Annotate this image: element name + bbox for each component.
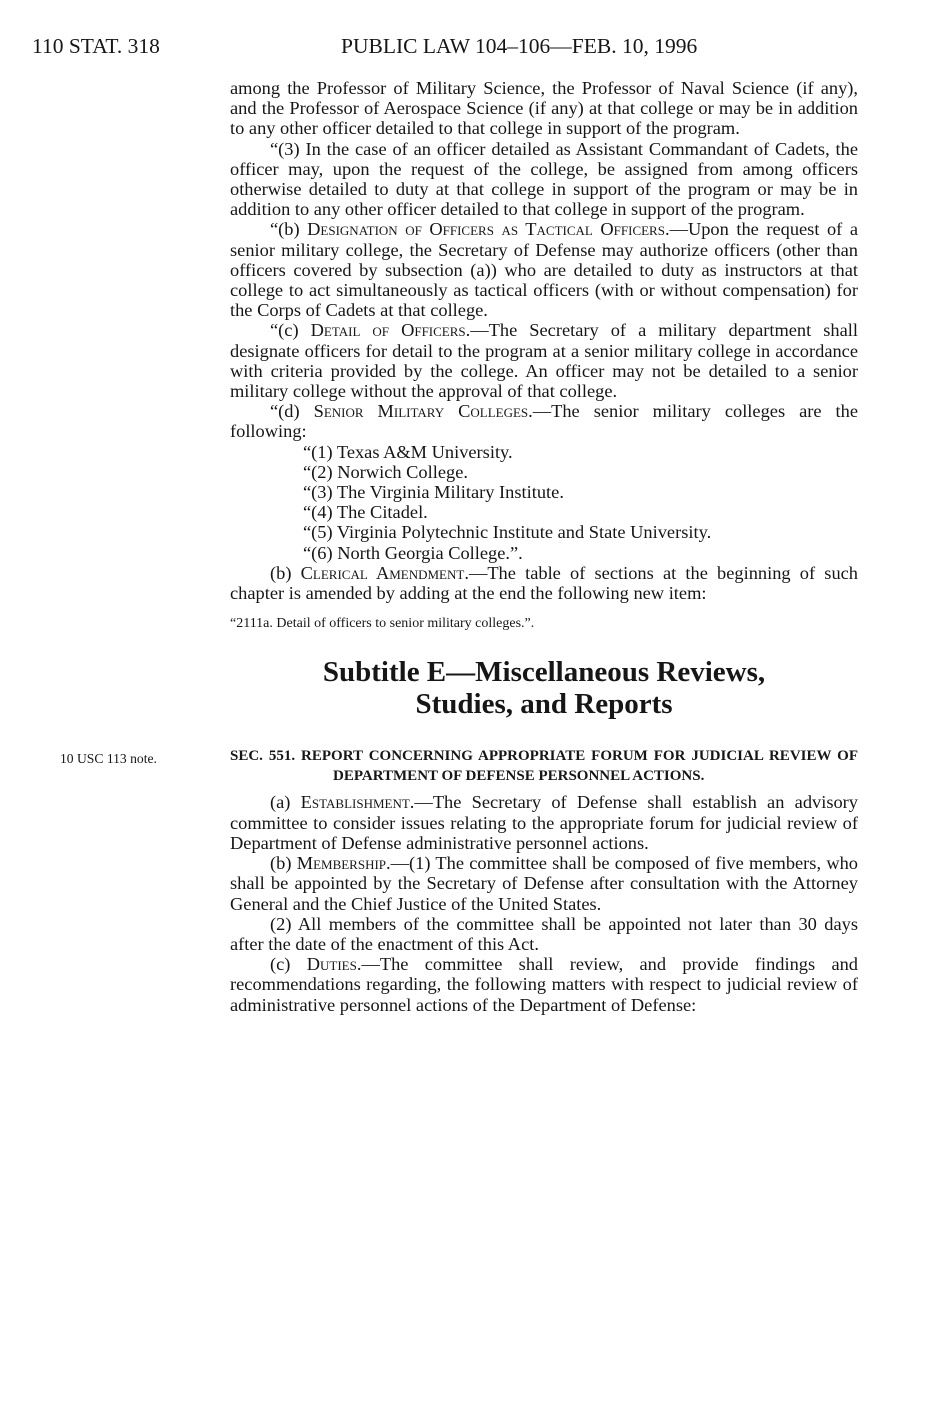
paragraph-prefix: (b) — [270, 853, 297, 874]
college-list-item: “(6) North Georgia College.”. — [303, 542, 523, 563]
paragraph-clerical-amendment — [230, 563, 858, 603]
paragraph-duties — [230, 954, 858, 1015]
paragraph-prefix: “(d) — [270, 401, 314, 422]
subtitle-line-2: Studies, and Reports — [415, 688, 673, 721]
paragraph-text: —Upon the request of a senior military college, the Secretary of Defense may authorize officers (other than officers covered by subsection (a)) who are detailed to duty as instructors at that college to act simultaneously as tactical officers (with or without compensation) for the Corps of Cadets at that college. — [230, 219, 858, 321]
subtitle-line-1: Subtitle E—Miscellaneous Reviews, — [322, 656, 766, 689]
paragraph-d-senior-military-colleges — [230, 401, 858, 441]
paragraph-a3: “(3) In the case of an officer detailed as Assistant Commandant of Cadets, the officer may, upon the request of the college, be assigned from among officers otherwise detailed to duty at that college in support of the program or may be in addition to any other officer detailed to that college in support of the program. — [230, 138, 858, 220]
subtitle-heading — [230, 656, 858, 720]
section-heading: SEC. 551. REPORT CONCERNING APPROPRIATE FORUM FOR JUDICIAL REVIEW OF DEPARTMENT OF DEFENSE PERSONNEL ACTIONS. — [230, 748, 858, 785]
paragraph-prefix: “(c) — [270, 320, 311, 341]
paragraph-heading: Duties. — [306, 954, 362, 975]
paragraph-heading: Membership. — [296, 853, 391, 874]
paragraph-heading: Clerical Amendment. — [300, 562, 469, 583]
paragraph-establishment — [230, 792, 858, 853]
paragraph-c-detail-of-officers — [230, 320, 858, 401]
college-list-item: “(3) The Virginia Military Institute. — [303, 482, 564, 503]
usc-margin-note: 10 USC 113 note. — [60, 751, 157, 767]
table-of-sections-item: “2111a. Detail of officers to senior military colleges.”. — [230, 616, 535, 632]
paragraph-heading: Senior Military Colleges. — [313, 401, 533, 422]
paragraph-prefix: (a) — [270, 792, 301, 813]
paragraph-text: —The committee shall review, and provide findings and recommendations regarding, the following matters with respect to judicial review of administrative personnel actions of the Department of Defense: — [230, 954, 858, 1015]
paragraph-membership-2: (2) All members of the committee shall be appointed not later than 30 days after the date of the enactment of this Act. — [230, 913, 858, 954]
paragraph-text: —The Secretary of Defense shall establish an advisory committee to consider issues relating to the appropriate forum for judicial review of Department of Defense administrative personnel actions. — [230, 792, 858, 853]
college-list-item: “(1) Texas A&M University. — [303, 441, 513, 462]
paragraph-prefix: (c) — [270, 954, 307, 975]
college-list-item: “(5) Virginia Polytechnic Institute and State University. — [303, 522, 712, 543]
paragraph-text: —The senior military colleges are the following: — [230, 401, 858, 442]
section-551 — [60, 746, 858, 1015]
stat-page-number: 110 STAT. 318 — [32, 34, 160, 58]
page-header — [32, 34, 910, 64]
paragraph-prefix: “(b) — [270, 219, 308, 240]
paragraph-heading: Establishment. — [300, 792, 415, 813]
paragraph-text: —The Secretary of a military department shall designate officers for detail to the program at a senior military college in accordance with criteria provided by the college. An officer may not be detailed to a senior military college without the approval of that college. — [230, 320, 858, 402]
paragraph-membership — [230, 853, 858, 914]
paragraph-heading: Designation of Officers as Tactical Officers. — [307, 219, 670, 240]
paragraph-heading: Detail of Officers. — [310, 320, 471, 341]
paragraph-text: —(1) The committee shall be composed of five members, who shall be appointed by the Secretary of Defense after consultation with the Attorney General and the Chief Justice of the United States. — [230, 853, 858, 914]
public-law-citation: PUBLIC LAW 104–106—FEB. 10, 1996 — [341, 34, 698, 58]
paragraph-continuation: among the Professor of Military Science, the Professor of Naval Science (if any), and the Professor of Aerospace Science (if any) at that college or may be in addition to any other officer detailed to that college in support of the program. — [230, 78, 858, 139]
college-list-item: “(4) The Citadel. — [303, 502, 428, 523]
document-body — [60, 78, 858, 1015]
college-list-item: “(2) Norwich College. — [303, 461, 468, 482]
paragraph-text: —The table of sections at the beginning of such chapter is amended by adding at the end the following new item: — [230, 562, 858, 604]
paragraph-prefix: (b) — [270, 562, 301, 583]
paragraph-b-tactical-officers — [230, 219, 858, 320]
